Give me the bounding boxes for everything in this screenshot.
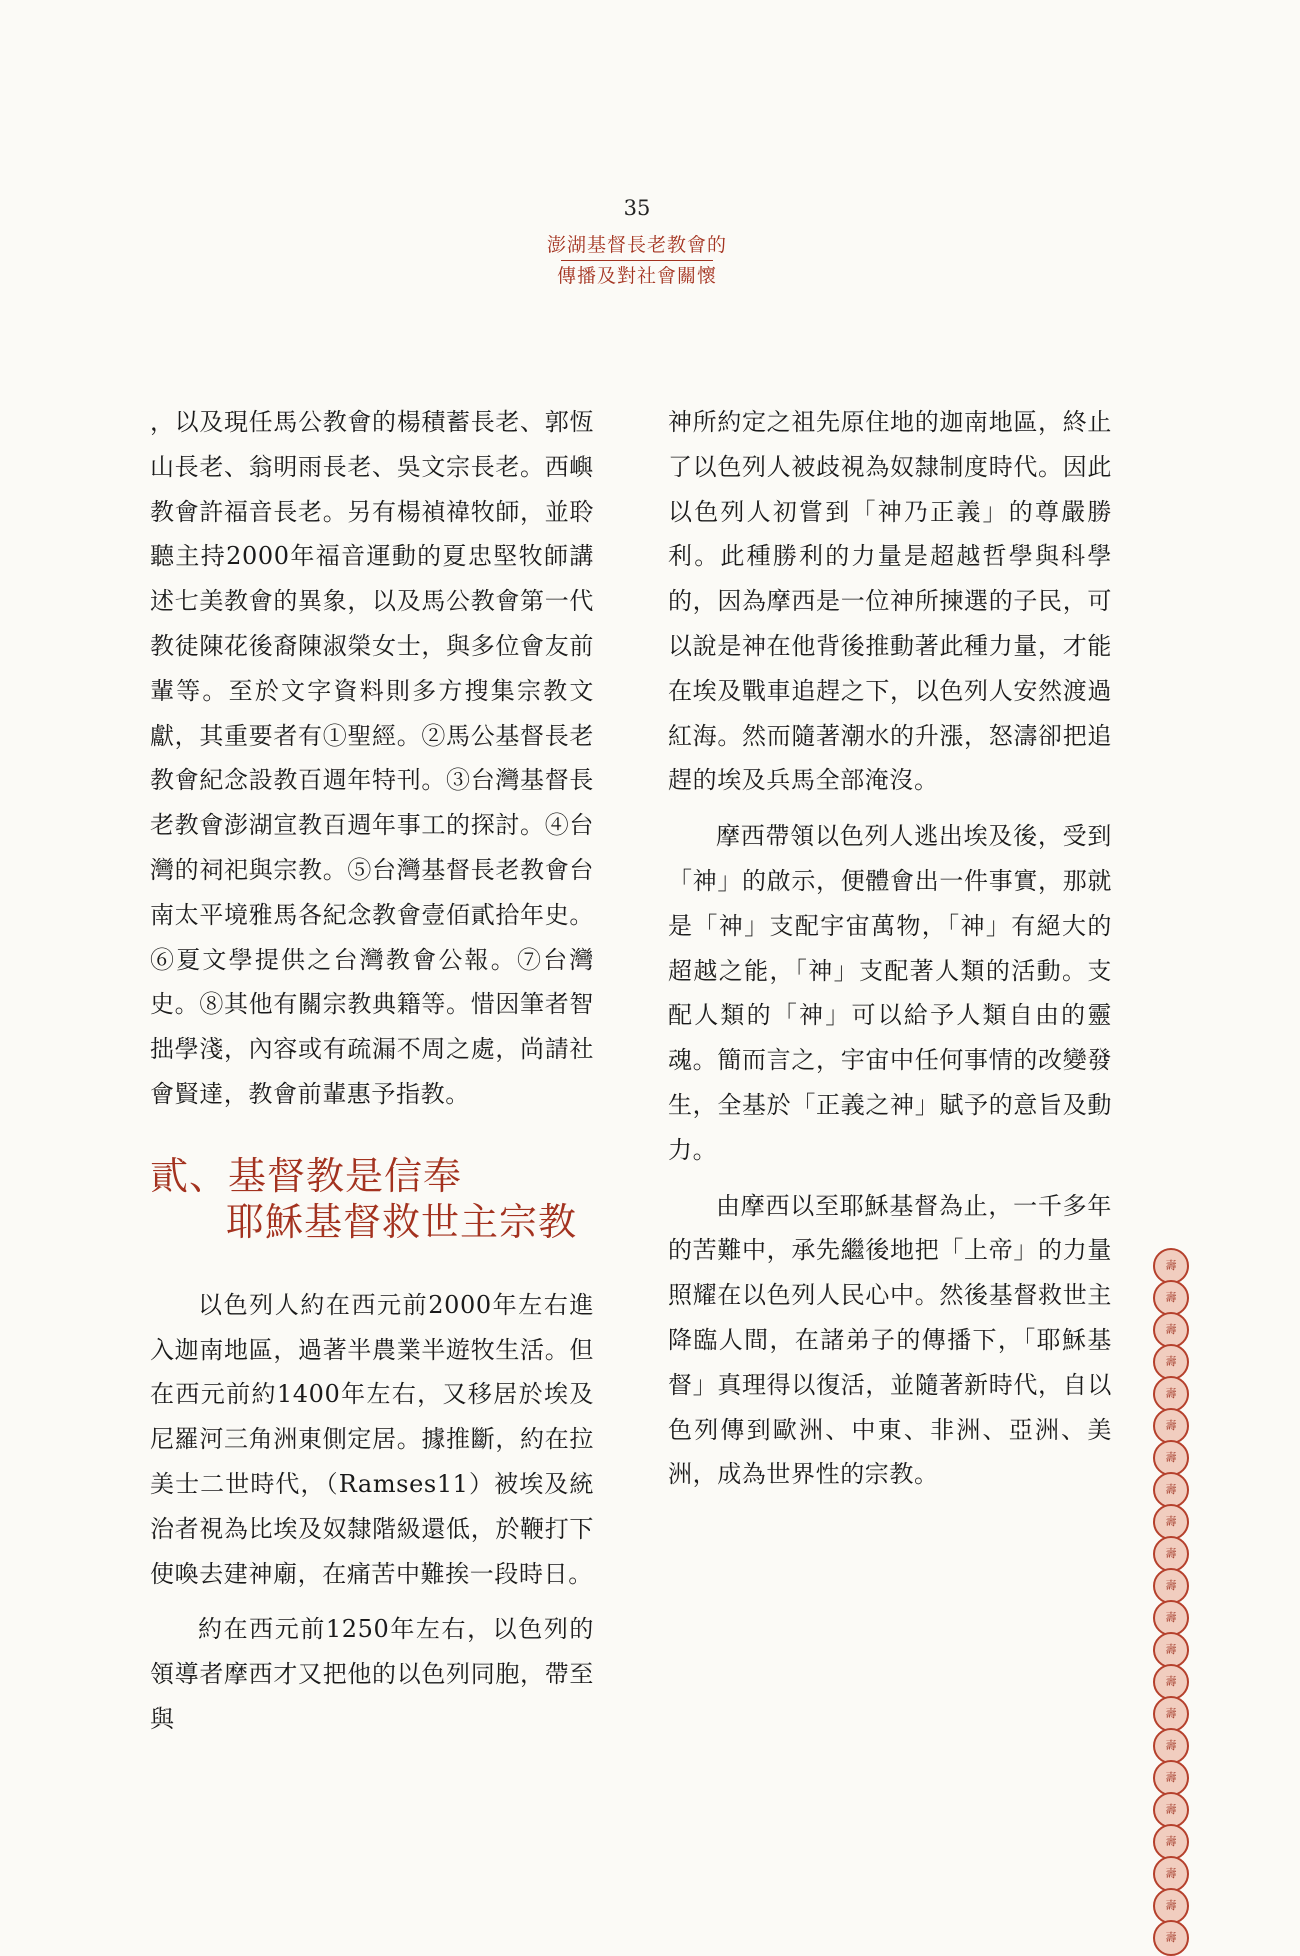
seal-icon: 壽 (1153, 1408, 1189, 1444)
seal-icon: 壽 (1153, 1312, 1189, 1348)
seal-icon: 壽 (1153, 1536, 1189, 1572)
seal-icon: 壽 (1153, 1824, 1189, 1860)
body-paragraph: 由摩西以至耶穌基督為止，一千多年的苦難中，承先繼後地把「上帝」的力量照耀在以色列人民心中。然後基督救世主降臨人間，在諸弟子的傳播下，「耶穌基督」真理得以復活，並隨著新時代，自以色列傳到歐洲、中東、非洲、亞洲、美洲，成為世界性的宗教。 (668, 1191, 1112, 1489)
seal-icon: 壽 (1153, 1792, 1189, 1828)
seal-icon: 壽 (1153, 1248, 1189, 1284)
left-column (150, 400, 594, 1753)
seal-icon: 壽 (1153, 1376, 1189, 1412)
seal-icon: 壽 (1153, 1664, 1189, 1700)
intro-paragraph: ，以及現任馬公教會的楊積蓄長老、郭恆山長老、翁明雨長老、吳文宗長老。西嶼教會許福音長老。另有楊禎禕牧師，並聆聽主持2000年福音運動的夏忠堅牧師講述七美教會的異象，以及馬公教會第一代教徒陳花後裔陳淑榮女士，與多位會友前輩等。至於文字資料則多方搜集宗教文獻，其重要者有①聖經。②馬公基督長老教會紀念設教百週年特刊。③台灣基督長老教會澎湖宣教百週年事工的探討。④台灣的祠祀與宗教。⑤台灣基督長老教會台南太平境雅馬各紀念教會壹佰貳拾年史。⑥夏文學提供之台灣教會公報。⑦台灣史。⑧其他有關宗教典籍等。惜因筆者智拙學淺，內容或有疏漏不周之處，尚請社會賢達，教會前輩惠予指教。 (150, 408, 594, 1108)
running-title (0, 230, 1274, 291)
section-heading-line1: 貳、基督教是信奉 (150, 1153, 463, 1198)
seal-icon: 壽 (1153, 1280, 1189, 1316)
page-number: 35 (623, 196, 651, 220)
seal-icon: 壽 (1153, 1440, 1189, 1476)
seal-icon: 壽 (1153, 1696, 1189, 1732)
seal-icon: 壽 (1153, 1888, 1189, 1924)
body-paragraph: 摩西帶領以色列人逃出埃及後，受到「神」的啟示，便體會出一件事實，那就是「神」支配宇宙萬物，「神」有絕大的超越之能，「神」支配著人類的活動。支配人類的「神」可以給予人類自由的靈魂。簡而言之，宇宙中任何事情的改變發生，全基於「正義之神」賦予的意旨及動力。 (668, 822, 1112, 1164)
seal-strip-decoration (1153, 1248, 1193, 1952)
section-heading-line2: 耶穌基督救世主宗教 (226, 1199, 578, 1244)
seal-icon: 壽 (1153, 1920, 1189, 1956)
seal-icon: 壽 (1153, 1472, 1189, 1508)
body-paragraph: 約在西元前1250年左右，以色列的領導者摩西才又把他的以色列同胞，帶至與 (150, 1615, 594, 1733)
seal-icon: 壽 (1153, 1568, 1189, 1604)
body-paragraph: 以色列人約在西元前2000年左右進入迦南地區，過著半農業半遊牧生活。但在西元前約1400年左右，又移居於埃及尼羅河三角洲東側定居。據推斷，約在拉美士二世時代，（Ramses11）被埃及統治者視為比埃及奴隸階級還低，於鞭打下使喚去建神廟，在痛苦中難挨一段時日。 (150, 1290, 594, 1588)
body-paragraph: 神所約定之祖先原住地的迦南地區，終止了以色列人被歧視為奴隸制度時代。因此以色列人初嘗到「神乃正義」的尊嚴勝利。此種勝利的力量是超越哲學與科學的，因為摩西是一位神所揀選的子民，可以說是神在他背後推動著此種力量，才能在埃及戰車追趕之下，以色列人安然渡過紅海。然而隨著潮水的升漲，怒濤卻把追趕的埃及兵馬全部淹沒。 (668, 408, 1112, 795)
running-title-line2: 傳播及對社會關懷 (556, 265, 717, 287)
seal-icon: 壽 (1153, 1856, 1189, 1892)
running-title-line1: 澎湖基督長老教會的 (546, 234, 727, 256)
seal-icon: 壽 (1153, 1504, 1189, 1540)
right-column (668, 400, 1112, 1508)
seal-icon: 壽 (1153, 1344, 1189, 1380)
seal-icon: 壽 (1153, 1760, 1189, 1796)
seal-icon: 壽 (1153, 1600, 1189, 1636)
section-heading (150, 1153, 594, 1245)
seal-icon: 壽 (1153, 1728, 1189, 1764)
seal-icon: 壽 (1153, 1632, 1189, 1668)
